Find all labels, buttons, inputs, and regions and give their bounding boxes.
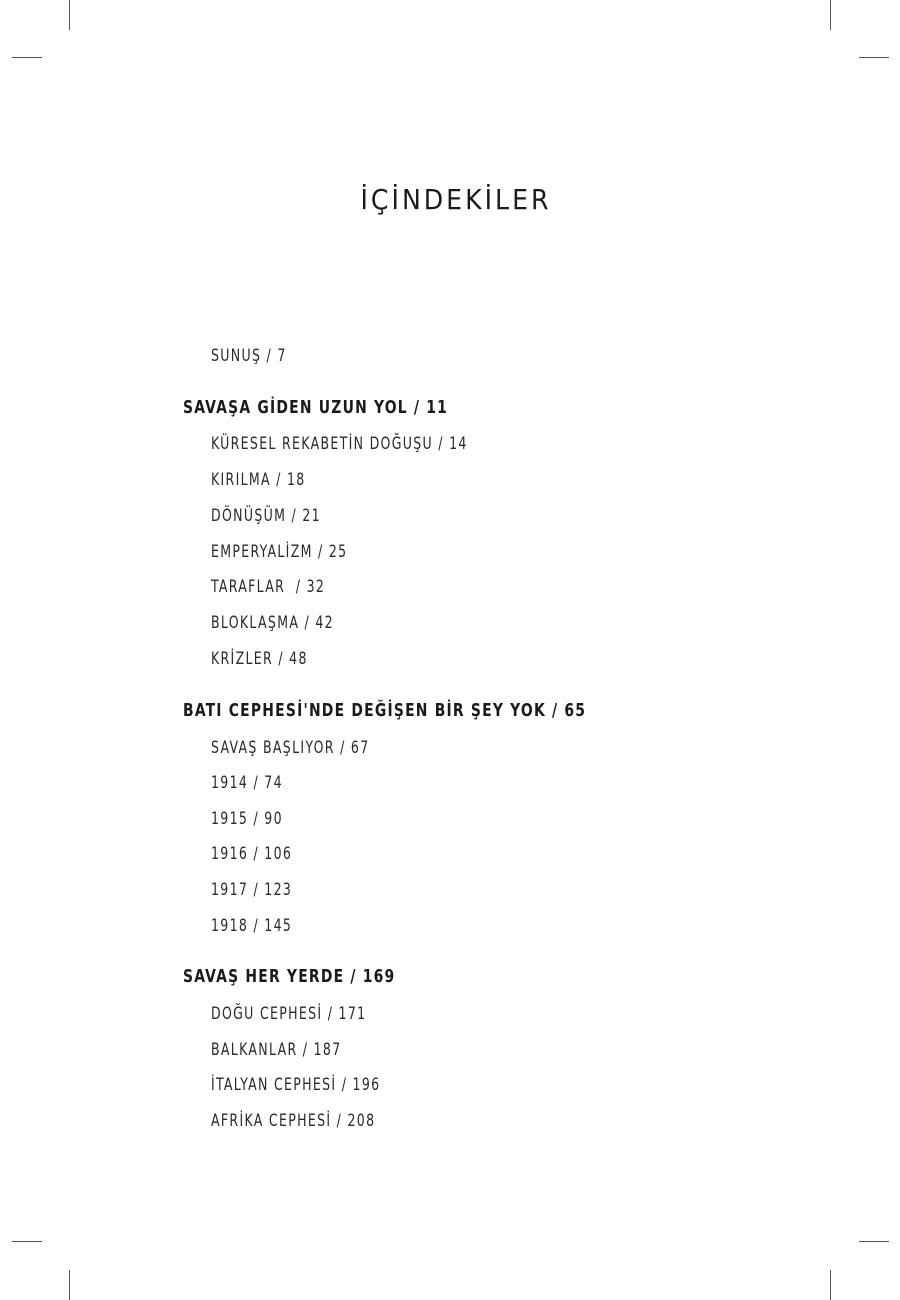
toc-chapter-entry: KRİZLER / 48	[211, 649, 308, 669]
toc-chapter-entry: KÜRESEL REKABETİN DOĞUŞU / 14	[211, 434, 468, 454]
page-title: İÇİNDEKİLER	[360, 183, 552, 216]
toc-part-heading: SAVAŞ HER YERDE / 169	[183, 966, 396, 987]
crop-mark-top-left-vertical	[69, 0, 70, 30]
crop-mark-top-right-horizontal	[859, 57, 889, 58]
toc-chapter-entry: EMPERYALİZM / 25	[211, 542, 348, 562]
toc-chapter-entry: KIRILMA / 18	[211, 470, 306, 490]
toc-chapter-entry: 1915 / 90	[211, 809, 283, 829]
toc-chapter-entry: SAVAŞ BAŞLIYOR / 67	[211, 738, 370, 758]
toc-chapter-entry: AFRİKA CEPHESİ / 208	[211, 1111, 376, 1131]
toc-chapter-entry: TARAFLAR / 32	[211, 577, 326, 597]
toc-chapter-entry: 1914 / 74	[211, 773, 283, 793]
toc-chapter-entry: DÖNÜŞÜM / 21	[211, 506, 321, 526]
toc-entry-intro: SUNUŞ / 7	[211, 346, 287, 366]
crop-mark-bottom-right-horizontal	[859, 1241, 889, 1242]
toc-chapter-entry: BLOKLAŞMA / 42	[211, 613, 334, 633]
crop-mark-bottom-left-vertical	[69, 1270, 70, 1300]
crop-mark-bottom-right-vertical	[830, 1270, 831, 1300]
toc-chapter-entry: BALKANLAR / 187	[211, 1040, 342, 1060]
toc-chapter-entry: 1916 / 106	[211, 844, 293, 864]
toc-part-heading: SAVAŞA GİDEN UZUN YOL / 11	[183, 397, 449, 418]
crop-mark-bottom-left-horizontal	[12, 1241, 42, 1242]
toc-chapter-entry: 1917 / 123	[211, 880, 293, 900]
crop-mark-top-left-horizontal	[12, 57, 42, 58]
toc-chapter-entry: İTALYAN CEPHESİ / 196	[211, 1075, 381, 1095]
toc-chapter-entry: DOĞU CEPHESİ / 171	[211, 1004, 367, 1024]
crop-mark-top-right-vertical	[830, 0, 831, 30]
toc-part-heading: BATI CEPHESİ'NDE DEĞİŞEN BİR ŞEY YOK / 65	[183, 700, 587, 721]
toc-chapter-entry: 1918 / 145	[211, 916, 293, 936]
